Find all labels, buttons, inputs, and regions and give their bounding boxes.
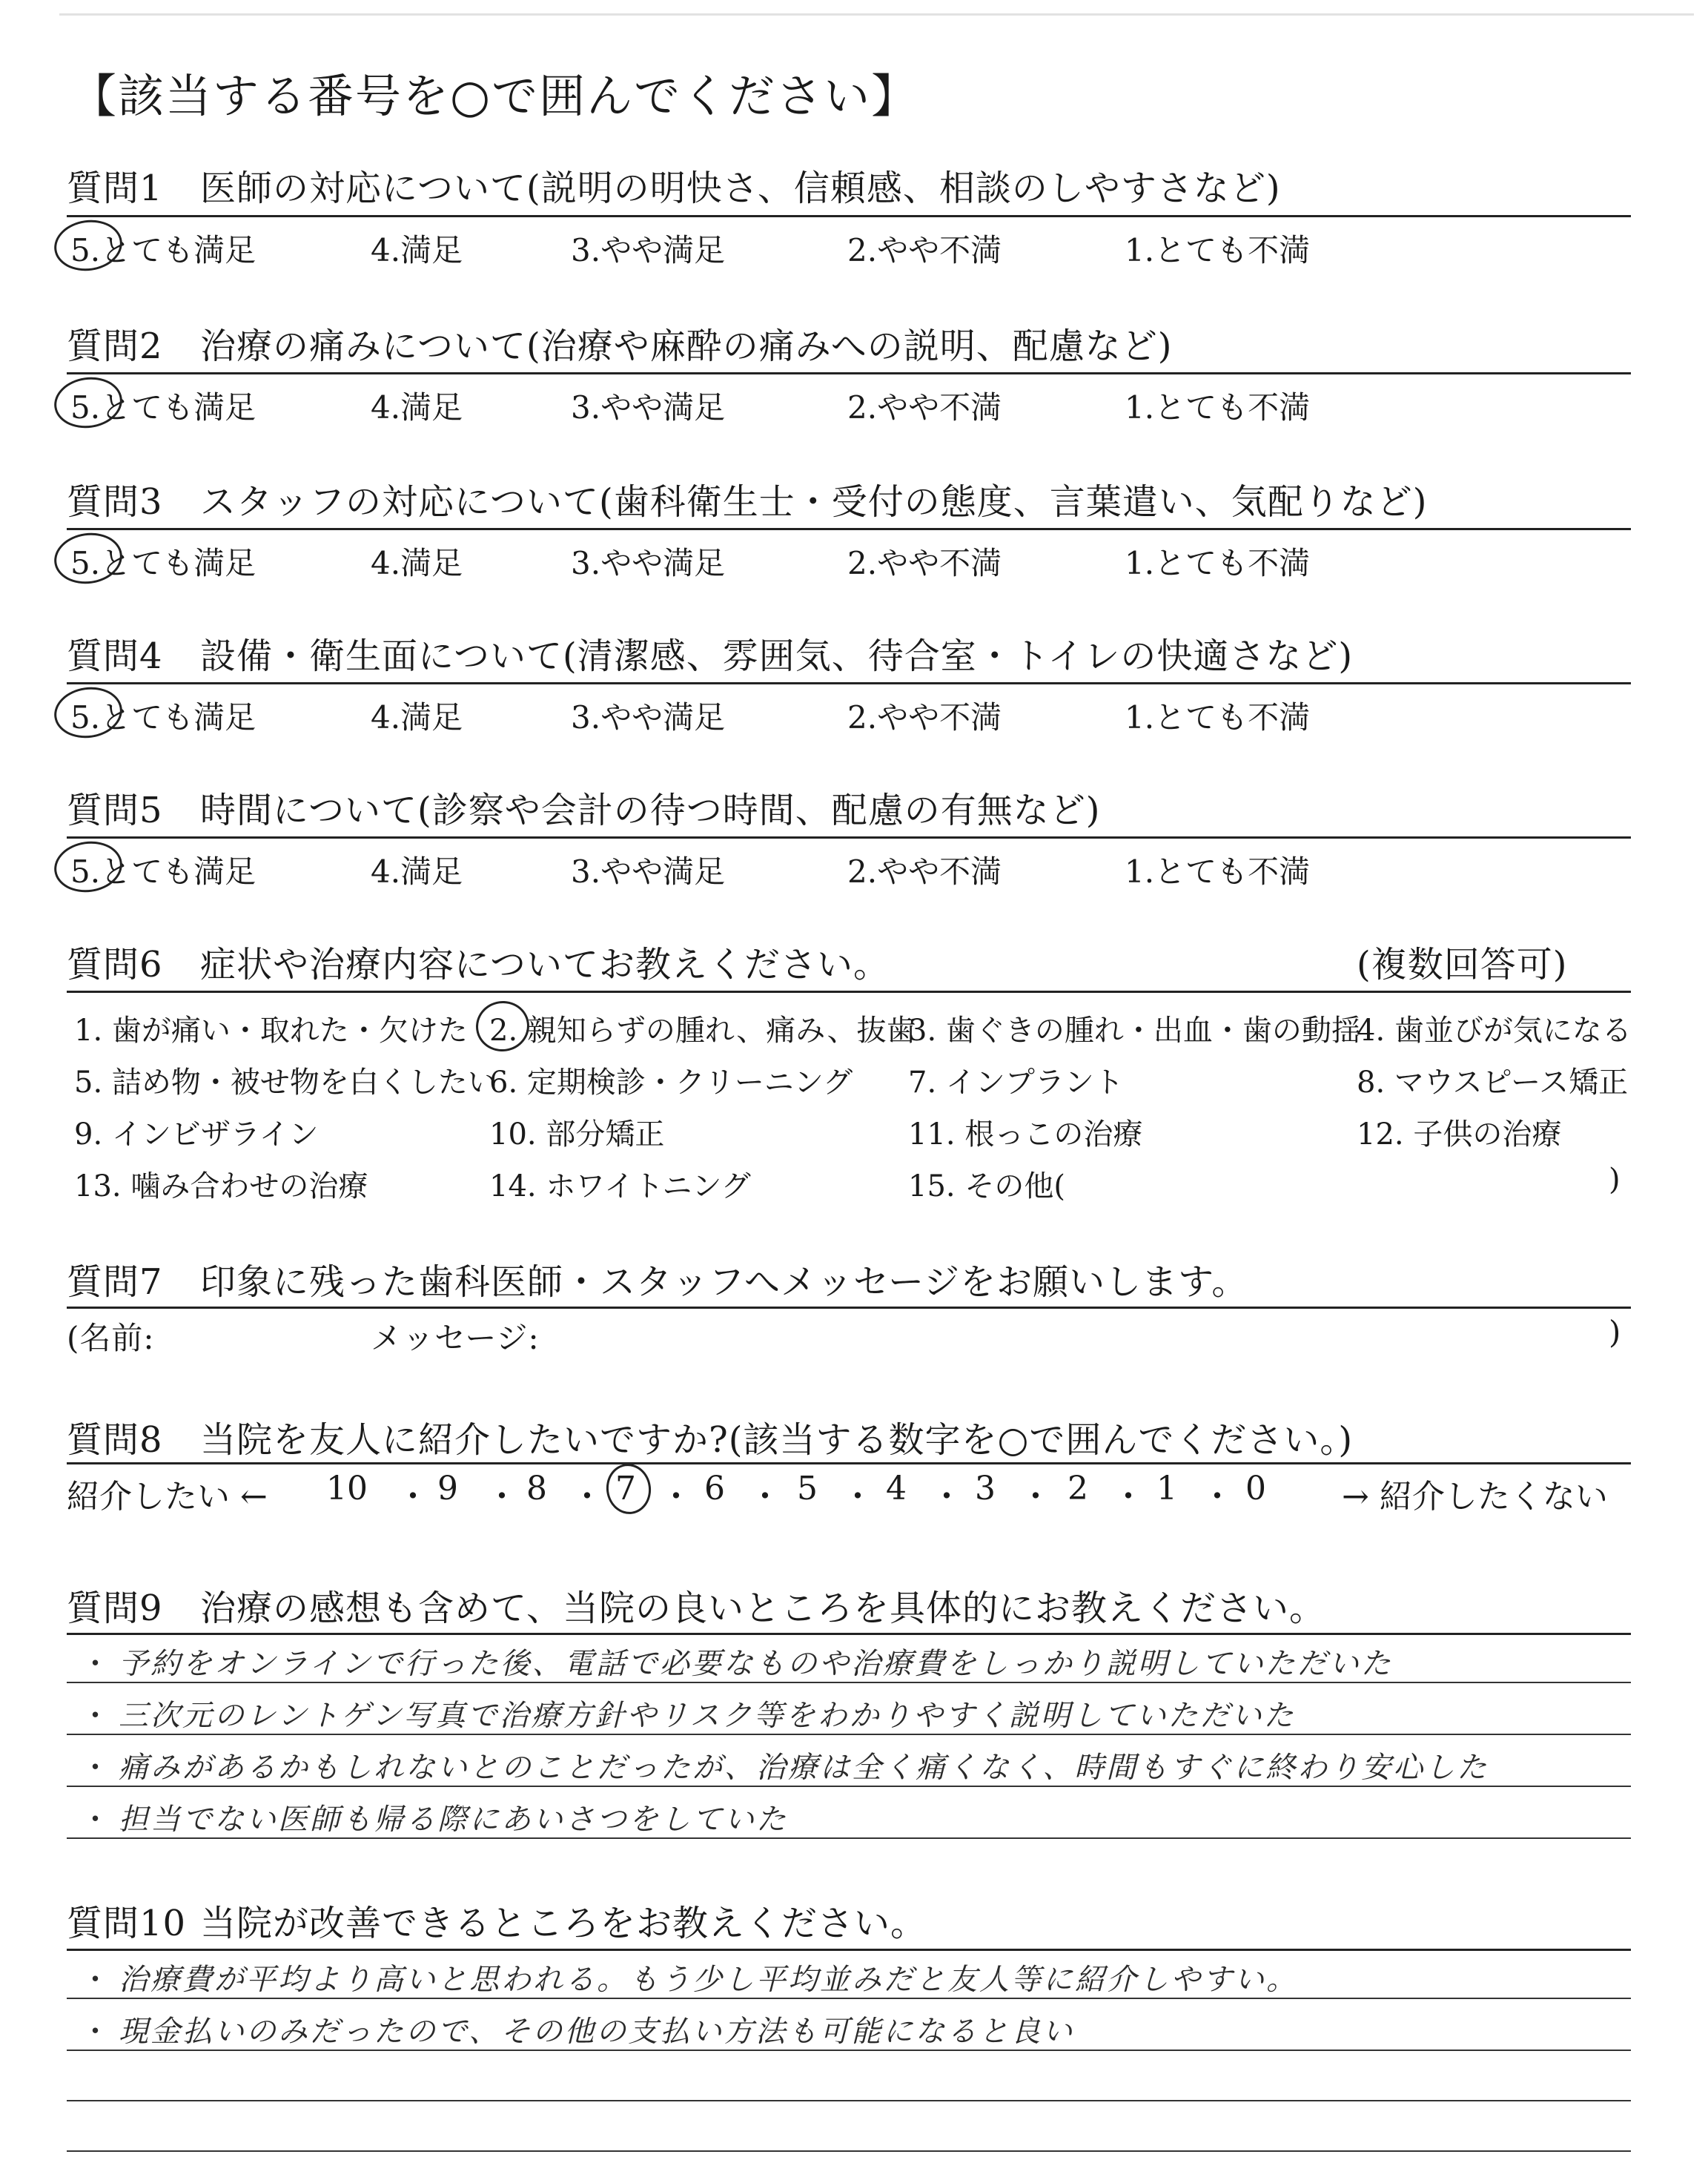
symptom-option[interactable]: 5. 詰め物・被せ物を白くしたい bbox=[74, 1066, 497, 1100]
handwritten-answer: ・ 治療費が平均より高いと思われる。もう少し平均並みだと友人等に紹介しやすい。 bbox=[80, 1963, 1298, 1997]
option-4[interactable]: 4.満足 bbox=[371, 699, 463, 736]
question-text: 症状や治療内容についてお教えください。 bbox=[200, 944, 890, 985]
scale-separator: ・ bbox=[930, 1478, 963, 1516]
option-5[interactable]: 5.とても満足 bbox=[70, 539, 256, 584]
scale-separator: ・ bbox=[1019, 1478, 1052, 1516]
scale-separator: ・ bbox=[660, 1478, 692, 1516]
selection-circle bbox=[603, 1461, 655, 1517]
option-4[interactable]: 4.満足 bbox=[371, 389, 463, 426]
scale-value[interactable]: 9 bbox=[437, 1470, 458, 1507]
scale-right-label: → 紹介したくない bbox=[1342, 1478, 1608, 1516]
scale-value[interactable]: 5 bbox=[797, 1470, 818, 1507]
option-2[interactable]: 2.やや不満 bbox=[847, 699, 1002, 736]
option-4[interactable]: 4.満足 bbox=[371, 853, 463, 890]
scale-value-selected[interactable]: 7 bbox=[615, 1470, 636, 1507]
question-number: 質問5 bbox=[67, 790, 163, 831]
option-1[interactable]: 1.とても不満 bbox=[1125, 389, 1311, 426]
answer-line bbox=[67, 1682, 1631, 1683]
question-number: 質問10 bbox=[67, 1903, 187, 1944]
symptom-option[interactable]: 11. 根っこの治療 bbox=[908, 1117, 1143, 1152]
question-text: 医師の対応について(説明の明快さ、信頼感、相談のしやすさなど) bbox=[200, 168, 1281, 209]
other-close-paren: ) bbox=[1609, 1163, 1621, 1197]
option-3[interactable]: 3.やや満足 bbox=[571, 545, 726, 581]
answer-line bbox=[67, 1786, 1631, 1787]
option-5[interactable]: 5.とても満足 bbox=[70, 226, 256, 271]
name-label: (名前: bbox=[67, 1320, 155, 1356]
question-8-title bbox=[67, 1411, 1353, 1462]
option-5[interactable]: 5.とても満足 bbox=[70, 693, 256, 738]
question-text: 当院が改善できるところをお教えください。 bbox=[200, 1903, 927, 1944]
symptom-option[interactable]: 13. 噛み合わせの治療 bbox=[74, 1169, 368, 1203]
scale-separator: ・ bbox=[397, 1478, 429, 1516]
question-text: 当院を友人に紹介したいですか?(該当する数字を○で囲んでください。) bbox=[200, 1419, 1354, 1461]
symptom-option-selected[interactable]: 2. 親知らずの腫れ、痛み、抜歯 bbox=[489, 1007, 916, 1049]
scale-value[interactable]: 10 bbox=[326, 1470, 368, 1507]
question-10-title bbox=[67, 1895, 927, 1946]
option-1[interactable]: 1.とても不満 bbox=[1125, 545, 1311, 581]
symptom-option[interactable]: 3. 歯ぐきの腫れ・出血・歯の動揺 bbox=[908, 1014, 1361, 1048]
scale-separator: ・ bbox=[1201, 1478, 1234, 1516]
question-divider bbox=[67, 215, 1631, 217]
question-3-title bbox=[67, 473, 1428, 524]
question-text: 時間について(診察や会計の待つ時間、配慮の有無など) bbox=[200, 790, 1101, 831]
question-2-title bbox=[67, 317, 1173, 369]
symptom-option[interactable]: 7. インプラント bbox=[908, 1066, 1124, 1100]
option-3[interactable]: 3.やや満足 bbox=[571, 699, 726, 736]
answer-line bbox=[67, 1998, 1631, 1999]
scale-separator: ・ bbox=[1112, 1478, 1145, 1516]
scale-value[interactable]: 8 bbox=[526, 1470, 547, 1507]
option-1[interactable]: 1.とても不満 bbox=[1125, 699, 1311, 736]
answer-line bbox=[67, 2050, 1631, 2051]
scale-value[interactable]: 4 bbox=[886, 1470, 907, 1507]
scale-value[interactable]: 2 bbox=[1068, 1470, 1088, 1507]
symptom-option[interactable]: 1. 歯が痛い・取れた・欠けた bbox=[74, 1014, 468, 1048]
question-number: 質問2 bbox=[67, 326, 163, 367]
handwritten-answer: ・ 予約をオンラインで行った後、電話で必要なものや治療費をしっかり説明していただいた bbox=[80, 1647, 1393, 1681]
symptom-options-grid bbox=[74, 1007, 1638, 1207]
symptom-option[interactable]: 8. マウスピース矯正 bbox=[1357, 1066, 1629, 1100]
question-text: 設備・衛生面について(清潔感、雰囲気、待合室・トイレの快適さなど) bbox=[200, 635, 1354, 677]
option-3[interactable]: 3.やや満足 bbox=[571, 389, 726, 426]
scale-value[interactable]: 6 bbox=[704, 1470, 725, 1507]
option-5[interactable]: 5.とても満足 bbox=[70, 848, 256, 892]
question-9-title bbox=[67, 1579, 1325, 1631]
option-2[interactable]: 2.やや不満 bbox=[847, 853, 1002, 890]
answer-line bbox=[67, 1837, 1631, 1839]
message-close-paren: ) bbox=[1609, 1314, 1622, 1350]
option-2[interactable]: 2.やや不満 bbox=[847, 389, 1002, 426]
scale-value[interactable]: 0 bbox=[1245, 1470, 1266, 1507]
question-1-options bbox=[70, 226, 1627, 271]
question-divider bbox=[67, 991, 1631, 993]
question-number: 質問8 bbox=[67, 1419, 163, 1461]
option-3[interactable]: 3.やや満足 bbox=[571, 853, 726, 890]
question-1-title bbox=[67, 159, 1281, 211]
question-number: 質問4 bbox=[67, 635, 163, 677]
question-6-title bbox=[67, 936, 890, 987]
question-number: 質問1 bbox=[67, 168, 163, 209]
question-5-options bbox=[70, 848, 1627, 892]
question-divider bbox=[67, 372, 1631, 374]
question-divider bbox=[67, 1307, 1631, 1309]
question-divider bbox=[67, 1633, 1631, 1635]
symptom-option[interactable]: 6. 定期検診・クリーニング bbox=[489, 1066, 853, 1100]
scale-separator: ・ bbox=[571, 1478, 603, 1516]
question-divider bbox=[67, 682, 1631, 684]
symptom-option[interactable]: 4. 歯並びが気になる bbox=[1357, 1014, 1632, 1048]
option-5[interactable]: 5.とても満足 bbox=[70, 383, 256, 428]
question-text: 治療の痛みについて(治療や麻酔の痛みへの説明、配慮など) bbox=[200, 326, 1173, 367]
option-4[interactable]: 4.満足 bbox=[371, 545, 463, 581]
multiple-answer-note: (複数回答可) bbox=[1357, 944, 1568, 985]
symptom-option-other[interactable]: 15. その他( bbox=[908, 1169, 1065, 1203]
answer-line bbox=[67, 2150, 1631, 2152]
question-7-title bbox=[67, 1253, 1248, 1304]
message-label[interactable]: メッセージ: bbox=[371, 1320, 540, 1356]
symptom-option[interactable]: 14. ホワイトニング bbox=[489, 1169, 751, 1203]
question-divider bbox=[67, 836, 1631, 839]
scale-separator: ・ bbox=[486, 1478, 518, 1516]
symptom-option[interactable]: 10. 部分矯正 bbox=[489, 1117, 665, 1152]
answer-line bbox=[67, 1734, 1631, 1735]
question-2-options bbox=[70, 383, 1627, 428]
scale-left-label: 紹介したい ← bbox=[67, 1478, 268, 1516]
option-4[interactable]: 4.満足 bbox=[371, 232, 463, 268]
question-text: 印象に残った歯科医師・スタッフへメッセージをお願いします。 bbox=[200, 1261, 1248, 1303]
question-3-options bbox=[70, 539, 1627, 584]
option-1[interactable]: 1.とても不満 bbox=[1125, 853, 1311, 890]
scale-separator: ・ bbox=[841, 1478, 874, 1516]
top-divider bbox=[59, 13, 1694, 16]
question-text: 治療の感想も含めて、当院の良いところを具体的にお教えください。 bbox=[200, 1588, 1326, 1629]
symptom-option[interactable]: 12. 子供の治療 bbox=[1357, 1117, 1562, 1152]
option-1[interactable]: 1.とても不満 bbox=[1125, 232, 1311, 268]
question-number: 質問7 bbox=[67, 1261, 163, 1303]
question-number: 質問9 bbox=[67, 1588, 163, 1629]
question-4-options bbox=[70, 693, 1627, 738]
option-3[interactable]: 3.やや満足 bbox=[571, 232, 726, 268]
scale-separator: ・ bbox=[749, 1478, 781, 1516]
question-5-title bbox=[67, 782, 1101, 833]
answer-line bbox=[67, 2100, 1631, 2101]
handwritten-answer: ・ 三次元のレントゲン写真で治療方針やリスク等をわかりやすく説明していただいた bbox=[80, 1699, 1296, 1733]
option-2[interactable]: 2.やや不満 bbox=[847, 232, 1002, 268]
handwritten-answer: ・ 現金払いのみだったので、その他の支払い方法も可能になると良い bbox=[80, 2015, 1075, 2049]
question-text: スタッフの対応について(歯科衛生士・受付の態度、言葉遣い、気配りなど) bbox=[200, 481, 1428, 523]
option-2[interactable]: 2.やや不満 bbox=[847, 545, 1002, 581]
scale-value[interactable]: 1 bbox=[1156, 1470, 1177, 1507]
question-4-title bbox=[67, 627, 1353, 678]
symptom-option[interactable]: 9. インビザライン bbox=[74, 1117, 319, 1152]
question-divider bbox=[67, 528, 1631, 530]
question-number: 質問6 bbox=[67, 944, 163, 985]
handwritten-answer: ・ 担当でない医師も帰る際にあいさつをしていた bbox=[80, 1803, 788, 1837]
question-number: 質問3 bbox=[67, 481, 163, 523]
question-divider bbox=[67, 1949, 1631, 1951]
handwritten-answer: ・ 痛みがあるかもしれないとのことだったが、治療は全く痛くなく、時間もすぐに終わり安心した bbox=[80, 1751, 1489, 1785]
scale-value[interactable]: 3 bbox=[975, 1470, 996, 1507]
page-heading: 【該当する番号を○で囲んでください】 bbox=[70, 69, 919, 123]
question-divider bbox=[67, 1462, 1631, 1464]
